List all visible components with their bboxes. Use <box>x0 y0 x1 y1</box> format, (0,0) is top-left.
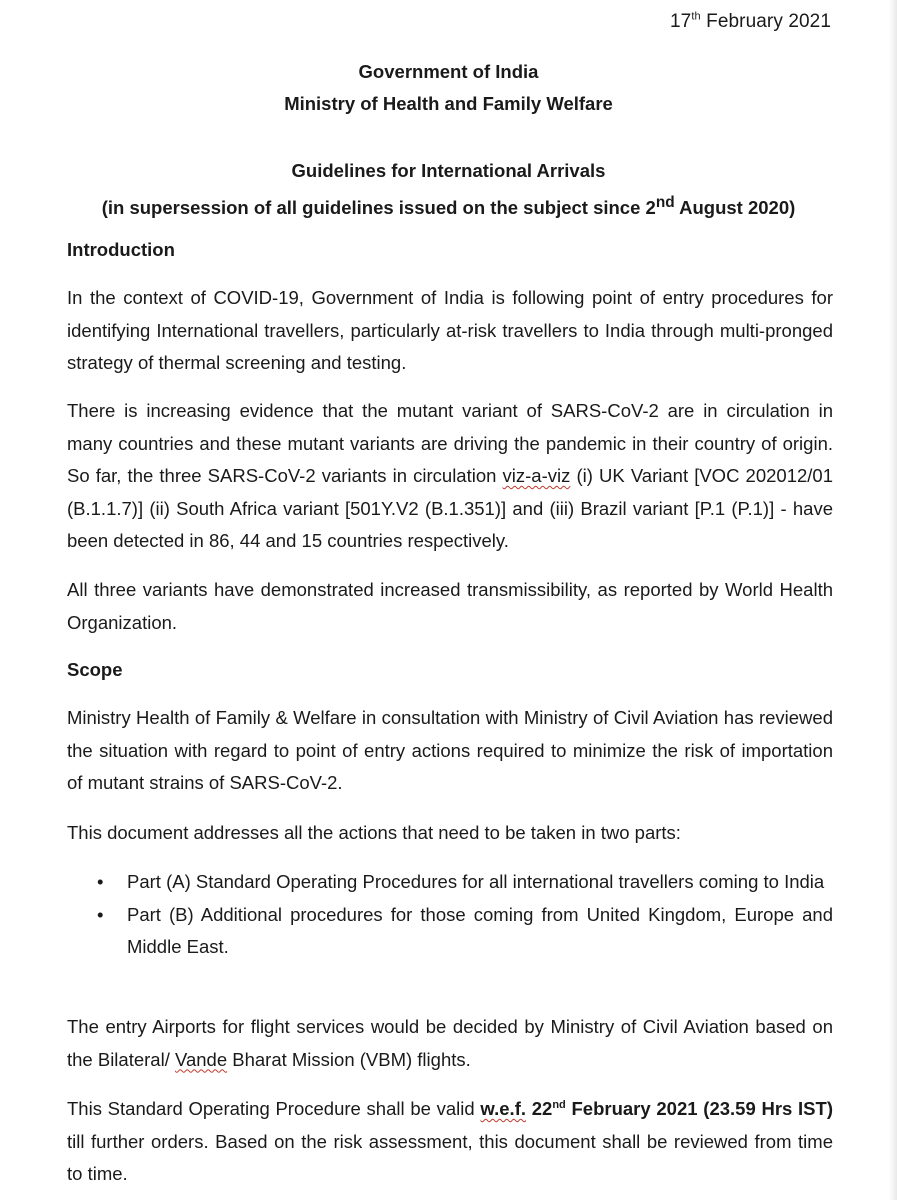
issuing-authority <box>0 56 897 120</box>
subtitle-sup: nd <box>655 194 675 211</box>
introduction-paragraph-3: All three variants have demonstrated increased transmissibility, as reported by World Health Organization. <box>67 579 833 633</box>
scope-paragraph-4 <box>67 1093 833 1191</box>
document-date <box>670 11 831 33</box>
validity-date-day: 22 <box>526 1098 553 1119</box>
scope-p3-text-b: Bharat Mission (VBM) flights. <box>227 1048 471 1070</box>
scope-heading: Scope <box>67 659 123 680</box>
document-title-block <box>0 155 897 224</box>
date-suffix: th <box>691 10 701 23</box>
list-item <box>96 866 833 899</box>
scope-paragraph-1: Ministry Health of Family & Welfare in consultation with Ministry of Civil Aviation has reviewed the situation with regard to point of entry actions required to minimize the risk of importation of mutant strains of SARS-CoV-2. <box>67 707 833 794</box>
parts-list <box>96 866 833 964</box>
subtitle-text-pre: (in supersession of all guidelines issued on the subject since 2 <box>101 197 656 219</box>
org-line-1: Government of India <box>358 61 539 82</box>
list-item-text: Part (B) Additional procedures for those coming from United Kingdom, Europe and Middle East. <box>127 903 833 958</box>
date-month-year: February 2021 <box>706 11 831 32</box>
spellcheck-word-wef: w.e.f. <box>480 1098 526 1119</box>
document-subtitle <box>0 187 897 224</box>
introduction-paragraph-1: In the context of COVID-19, Government of India is following point of entry procedures for identifying International travellers, particularly at-risk travellers to India through multi-pronged strategy of thermal screening and testing. <box>67 287 833 374</box>
bullet-icon: • <box>97 903 104 925</box>
subtitle-text-post: August 2020) <box>679 197 796 219</box>
introduction-paragraph-2 <box>67 395 833 558</box>
validity-date-rest: February 2021 (23.59 Hrs IST) <box>565 1098 833 1119</box>
list-item <box>96 899 833 964</box>
date-day: 17 <box>670 11 692 32</box>
scope-paragraph-2: This document addresses all the actions that need to be taken in two parts: <box>67 822 681 843</box>
document-title: Guidelines for International Arrivals <box>291 160 606 181</box>
scope-p3-text-a: The entry Airports for flight services would be decided by Ministry of Civil Aviation based on the Bilateral/ <box>67 1016 833 1070</box>
spellcheck-word-vande: Vande <box>174 1048 228 1070</box>
introduction-heading: Introduction <box>67 239 175 260</box>
scope-p4-text-b: till further orders. Based on the risk assessment, this document shall be reviewed from time to time. <box>67 1130 833 1185</box>
scope-paragraph-3 <box>67 1011 833 1076</box>
intro-p2-text-a: There is increasing evidence that the mutant variant of SARS-CoV-2 are in circulation in many countries and these mutant variants are driving the pandemic in their country of origin. So far, the three SARS-CoV-2 variants in circulation <box>67 400 833 487</box>
spellcheck-word-viz: viz-a-viz <box>502 465 571 487</box>
intro-p2-text-b: (i) UK Variant [VOC 202012/01 (B.1.1.7)] (ii) South Africa variant [501Y.V2 (B.1.351)] and (iii) Brazil variant [P.1 (P.1)] - have been detected in 86, 44 and 15 countries respectively. <box>67 465 833 552</box>
validity-date-sup: nd <box>552 1098 566 1111</box>
scope-p4-text-a: This Standard Operating Procedure shall be valid <box>67 1098 481 1119</box>
list-item-text: Part (A) Standard Operating Procedures for all international travellers coming to India <box>127 871 825 892</box>
org-line-2: Ministry of Health and Family Welfare <box>284 93 613 114</box>
bullet-icon: • <box>97 871 104 892</box>
